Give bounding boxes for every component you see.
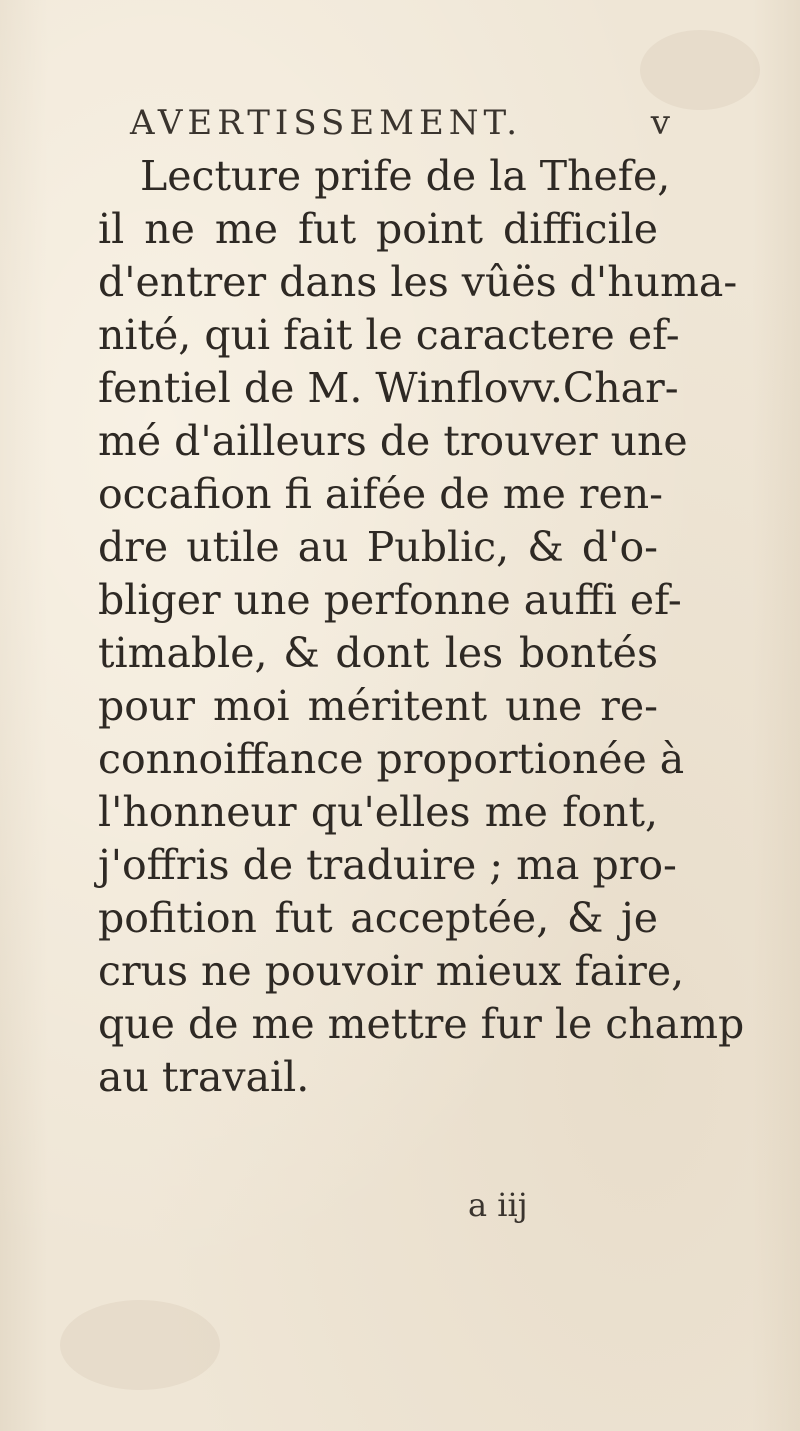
paper-stain	[640, 30, 760, 110]
text-line: j'offris de traduire ; ma pro-	[98, 841, 677, 889]
text-line: nité, qui fait le caractere ef-	[98, 311, 680, 359]
text-line: occafion fi aifée de me ren-	[98, 470, 664, 518]
text-line: mé d'ailleurs de trouver une	[98, 417, 688, 465]
signature-mark: a iij	[468, 1186, 528, 1224]
text-line: Lecture prife de la Thefe,	[140, 152, 671, 200]
text-line: pour moi méritent une re-	[98, 682, 658, 730]
text-line: l'honneur qu'elles me font,	[98, 788, 658, 836]
body-text	[98, 150, 745, 1104]
paper-stain	[60, 1300, 220, 1390]
text-line: fentiel de M. Winflovv.Char-	[98, 364, 679, 412]
text-line: timable, & dont les bontés	[98, 629, 658, 677]
text-line: que de me mettre fur le champ	[98, 1000, 745, 1048]
text-line: connoiffance proportionée à	[98, 735, 685, 783]
text-line: au travail.	[98, 1053, 310, 1101]
text-line: crus ne pouvoir mieux faire,	[98, 947, 685, 995]
text-line: il ne me fut point difficile	[98, 205, 658, 253]
text-line: pofition fut acceptée, & je	[98, 894, 658, 942]
page-number: v	[650, 103, 670, 143]
running-head	[130, 100, 670, 146]
text-line: d'entrer dans les vûës d'huma-	[98, 258, 738, 306]
text-line: dre utile au Public, & d'o-	[98, 523, 658, 571]
text-line: bliger une perfonne auffi ef-	[98, 576, 682, 624]
running-title: AVERTISSEMENT.	[130, 103, 523, 143]
